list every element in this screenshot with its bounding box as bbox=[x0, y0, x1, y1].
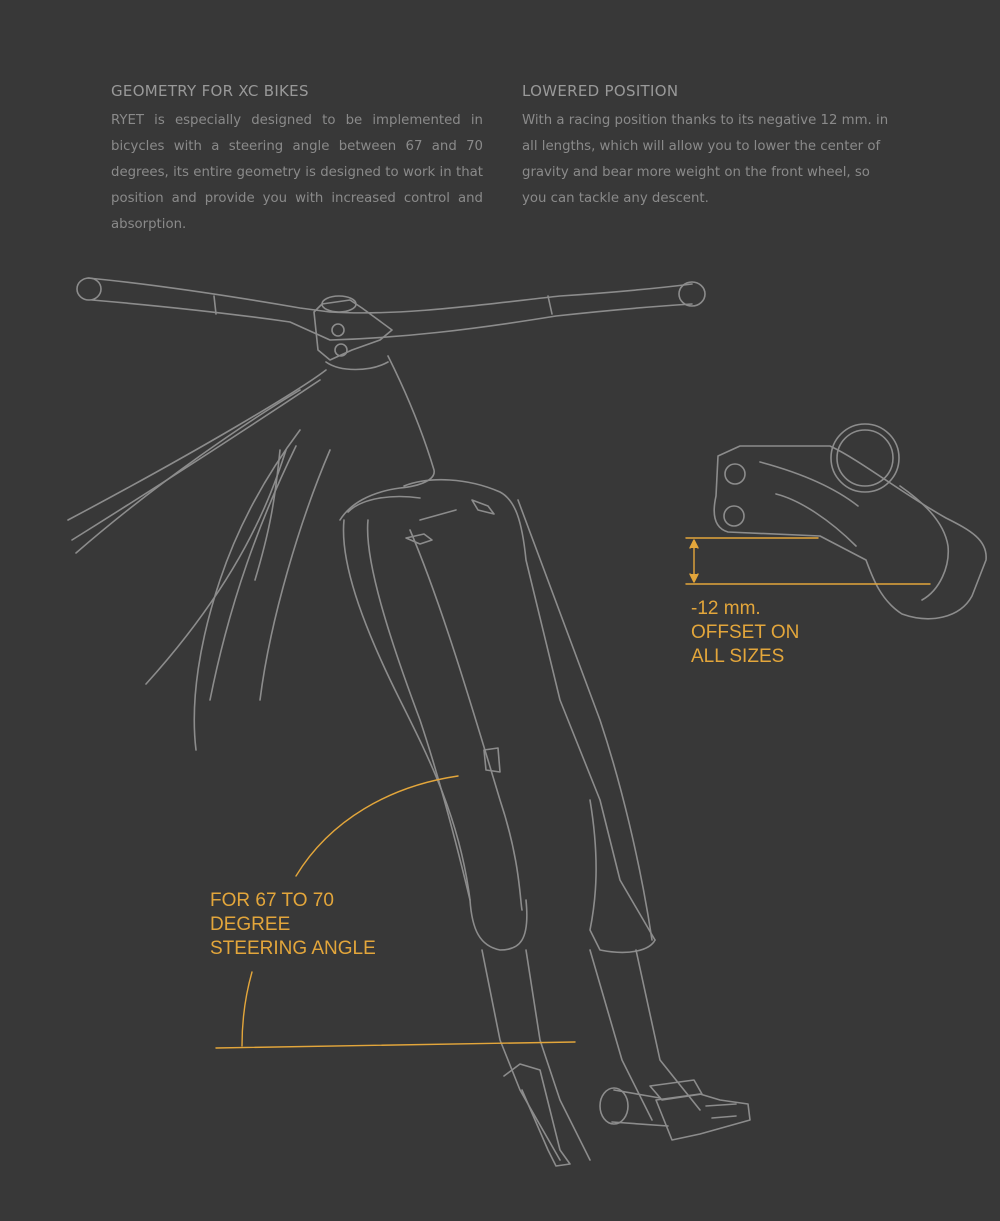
lowered-position-body: With a racing position thanks to its negative 12 mm. in all lengths, which will allow you to lower the center of gravity and bear more weight on the front wheel, so you can tackle any descent. bbox=[522, 113, 889, 206]
lowered-position-title: LOWERED POSITION bbox=[522, 82, 679, 100]
steering-angle-callout bbox=[210, 889, 376, 961]
geometry-section-title: GEOMETRY FOR XC BIKES bbox=[111, 82, 309, 100]
offset-dimension bbox=[686, 538, 930, 584]
geometry-section-body: RYET is especially designed to be implemented in bicycles with a steering angle between 67 and 70 degrees, its entire geometry is designed to work in that position and provide you with increased control and absorption. bbox=[111, 113, 483, 232]
steering-callout-line-2: DEGREE bbox=[210, 914, 291, 935]
offset-callout-line-2: OFFSET ON bbox=[691, 622, 800, 643]
steering-callout-line-3: STEERING ANGLE bbox=[210, 938, 376, 959]
steering-callout-line-1: FOR 67 TO 70 bbox=[210, 890, 334, 911]
offset-arrow-head-up bbox=[690, 540, 698, 548]
offset-callout-line-3: ALL SIZES bbox=[691, 646, 785, 667]
offset-callout-line-1: -12 mm. bbox=[691, 598, 761, 619]
dropout-drawing bbox=[504, 1064, 750, 1166]
steering-angle-arc-lower bbox=[242, 972, 252, 1046]
stem-drawing bbox=[314, 296, 392, 360]
fork-drawing bbox=[343, 480, 700, 1160]
steering-angle-arc-upper bbox=[296, 776, 458, 876]
offset-callout bbox=[691, 597, 799, 669]
stem-detail-drawing bbox=[714, 424, 986, 619]
offset-arrow-head-down bbox=[690, 574, 698, 582]
frame-drawing bbox=[68, 356, 434, 750]
steering-angle-baseline bbox=[216, 1042, 575, 1048]
